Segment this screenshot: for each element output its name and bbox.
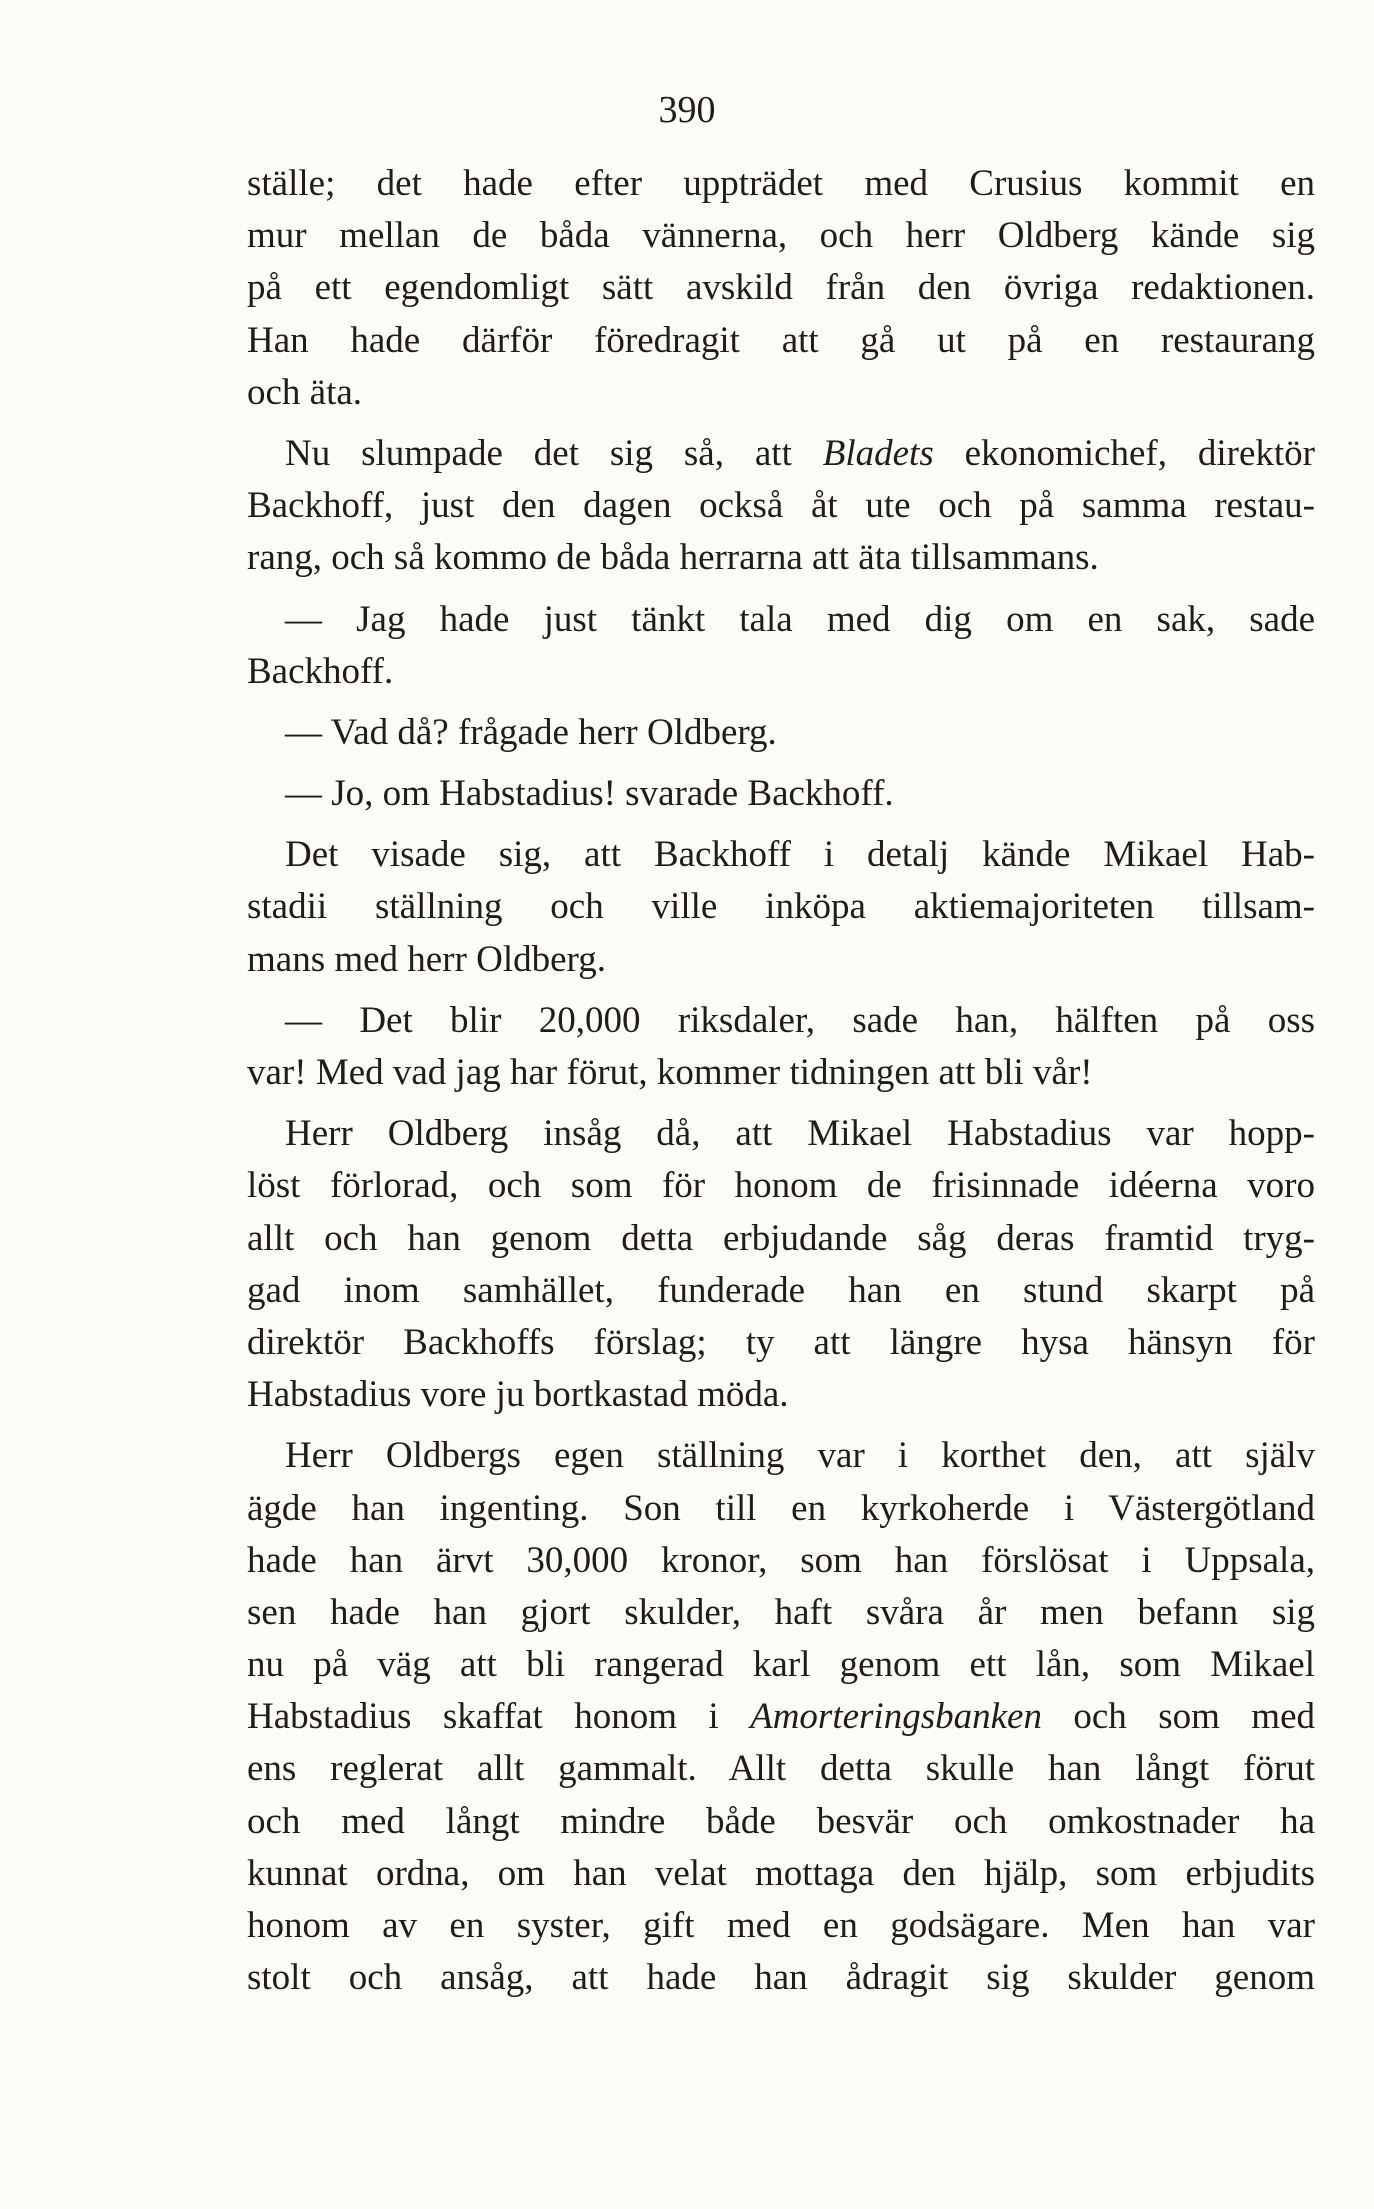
text-line: allt och han genom detta erbjudande såg deras framtid tryg- <box>247 1217 1315 1259</box>
text-line: honom av en syster, gift med en godsägare. Men han var <box>247 1905 1315 1946</box>
text-line: stadii ställning och ville inköpa aktiemajoriteten tillsam- <box>247 886 1315 928</box>
text-line: sen hade han gjort skulder, haft svåra år men befann sig <box>247 1591 1315 1633</box>
text-line: — Vad då? frågade herr Oldberg. <box>285 711 777 753</box>
page-number: 390 <box>658 89 716 131</box>
italic-title: Amorteringsbanken <box>750 1696 1042 1738</box>
text-line: hade han ärvt 30,000 kronor, som han förslösat i Uppsala, <box>247 1539 1315 1581</box>
italic-title: Bladets <box>822 432 934 474</box>
text-line: mans med herr Oldberg. <box>247 938 606 980</box>
text-line: på ett egendomligt sätt avskild från den övriga redaktionen. <box>247 267 1315 309</box>
text-line: — Jag hade just tänkt tala med dig om en sak, sade <box>285 598 1315 640</box>
text-line: — Det blir 20,000 riksdaler, sade han, hälften på oss <box>285 999 1315 1041</box>
text-line: Habstadius skaffat honom i Amorteringsbanken och som med <box>247 1696 1315 1738</box>
text-line: gad inom samhället, funderade han en stund skarpt på <box>247 1269 1315 1311</box>
text-line: mur mellan de båda vännerna, och herr Oldberg kände sig <box>247 215 1315 257</box>
text-line: löst förlorad, och som för honom de frisinnade idéerna voro <box>247 1165 1315 1207</box>
text-line: var! Med vad jag har förut, kommer tidningen att bli vår! <box>247 1052 1093 1093</box>
text-line: Backhoff. <box>247 650 394 692</box>
text-line: och med långt mindre både besvär och omkostnader ha <box>247 1800 1315 1842</box>
text-line: direktör Backhoffs förslag; ty att längre hysa hänsyn för <box>247 1321 1315 1363</box>
text-line: Habstadius vore ju bortkastad möda. <box>247 1374 789 1416</box>
text-line: Herr Oldberg insåg då, att Mikael Habstadius var hopp- <box>285 1113 1315 1155</box>
text-line: Backhoff, just den dagen också åt ute och på samma restau- <box>247 485 1315 527</box>
text-line: nu på väg att bli rangerad karl genom ett lån, som Mikael <box>247 1644 1315 1686</box>
text-line: ägde han ingenting. Son till en kyrkoherde i Västergötland <box>247 1487 1315 1529</box>
text-line: — Jo, om Habstadius! svarade Backhoff. <box>285 773 894 815</box>
text-line: kunnat ordna, om han velat mottaga den hjälp, som erbjudits <box>247 1852 1315 1894</box>
text-line: ens reglerat allt gammalt. Allt detta skulle han långt förut <box>247 1748 1315 1790</box>
body-text <box>247 158 1315 2004</box>
text-line: rang, och så kommo de båda herrarna att äta tillsammans. <box>247 537 1099 579</box>
text-line: Nu slumpade det sig så, att Bladets ekonomichef, direktör <box>285 432 1315 474</box>
text-line: Det visade sig, att Backhoff i detalj kände Mikael Hab- <box>285 834 1315 876</box>
text-line: och äta. <box>247 371 363 413</box>
text-line: Herr Oldbergs egen ställning var i korthet den, att själv <box>285 1435 1315 1477</box>
text-line: Han hade därför föredragit att gå ut på en restaurang <box>247 319 1315 361</box>
text-line: ställe; det hade efter uppträdet med Crusius kommit en <box>247 163 1315 204</box>
text-line: stolt och ansåg, att hade han ådragit sig skulder genom <box>247 1957 1315 1999</box>
